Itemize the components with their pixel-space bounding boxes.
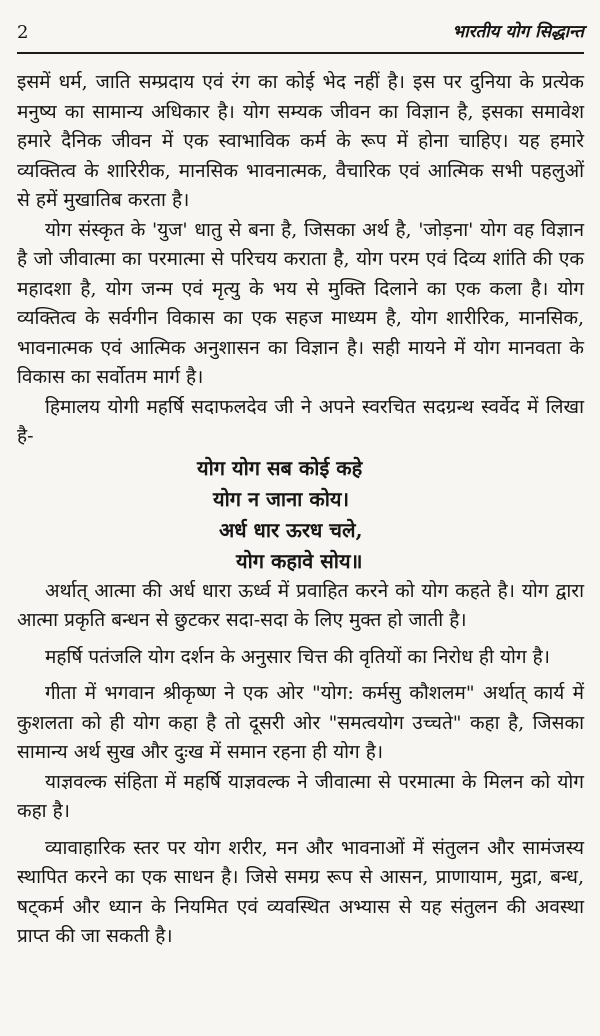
- running-title: भारतीय योग सिद्धान्त: [452, 22, 584, 42]
- paragraph: हिमालय योगी महर्षि सदाफलदेव जी ने अपने स्वरचित सदग्रन्थ स्वर्वेद में लिखा है-: [17, 395, 584, 447]
- paragraph: याज्ञवल्क संहिता में महर्षि याज्ञवल्क ने जीवात्मा से परमात्मा के मिलन को योग कहा है।: [17, 770, 584, 822]
- paragraph: इसमें धर्म, जाति सम्प्रदाय एवं रंग का कोई भेद नहीं है। इस पर दुनिया के प्रत्येक मनुष्य का सामान्य अधिकार है। योग सम्यक जीवन का विज्ञान है, इसका समावेश हमारे दैनिक जीवन में एक स्वाभाविक कर्म के रूप में होना चाहिए। यह हमारे व्यक्तित्व के शारिरीक, मानसिक भावनात्मक, वैचारिक एवं आत्मिक सभी पहलुओं से हमें मुखातिब करता है।: [17, 71, 584, 211]
- verse-line: योग योग सब कोई कहे: [197, 455, 363, 480]
- page-body: [17, 68, 584, 952]
- paragraph: अर्थात् आत्मा की अर्ध धारा ऊर्ध्व में प्रवाहित करने को योग कहते है। योग द्वारा आत्मा प्रकृति बन्धन से छुटकर सदा-सदा के लिए मुक्त हो जाती है।: [17, 579, 584, 631]
- verse-line: योग कहावे सोय॥: [236, 548, 363, 573]
- paragraph: महर्षि पतंजलि योग दर्शन के अनुसार चित्त की वृतियों का निरोध ही योग है।: [45, 645, 550, 668]
- verse-block: [17, 453, 584, 577]
- verse-line: योग न जाना कोय।: [213, 486, 350, 511]
- page-number: 2: [17, 22, 29, 43]
- paragraph: व्यावाहारिक स्तर पर योग शरीर, मन और भावनाओं में संतुलन और सामंजस्य स्थापित करने का एक साधन है। जिसे समग्र रूप से आसन, प्राणायाम, मुद्रा, बन्ध, षट्कर्म और ध्यान के नियमित एवं व्यवस्थित अभ्यास से यह संतुलन की अवस्था प्राप्त की जा सकती है।: [17, 836, 584, 947]
- verse-line: अर्ध धार ऊरध चले,: [219, 517, 363, 542]
- paragraph: योग संस्कृत के 'युज' धातु से बना है, जिसका अर्थ है, 'जोड़ना' योग वह विज्ञान है जो जीवात्मा का परमात्मा से परिचय कराता है, योग परम एवं दिव्य शांति की एक महादशा है, योग जन्म एवं मृत्यु के भय से मुक्ति दिलाने का एक कला है। योग व्यक्तित्व के सर्वगीन विकास का एक सहज माध्यम है, योग शारीरिक, मानसिक, भावनात्मक एवं आत्मिक अनुशासन का विज्ञान है। सही मायने में योग मानवता के विकास का सर्वोतम मार्ग है।: [17, 218, 584, 388]
- paragraph: गीता में भगवान श्रीकृष्ण ने एक ओर "योग: कर्मसु कौशलम" अर्थात् कार्य में कुशलता को ही योग कहा है तो दूसरी ओर "समत्वयोग उच्चते" कहा है, जिसका सामान्य अर्थ सुख और दुःख में समान रहना ही योग है।: [17, 682, 584, 763]
- page-header: [17, 18, 584, 54]
